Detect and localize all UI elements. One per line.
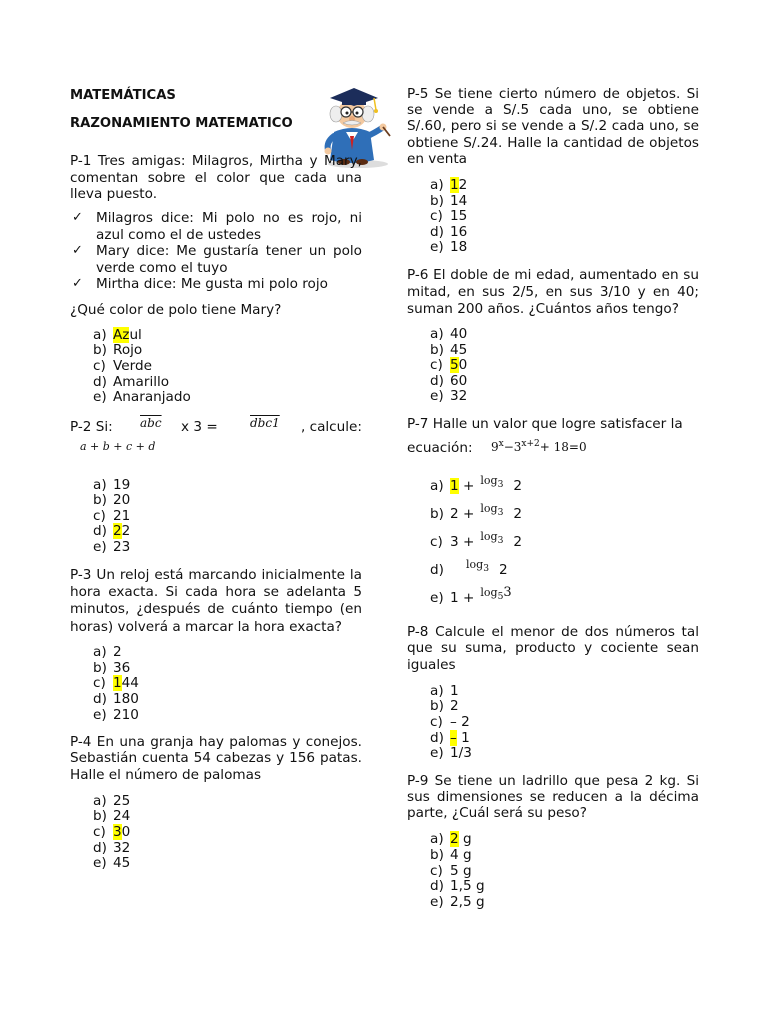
option-text: 2 — [458, 177, 468, 194]
answer-option — [93, 524, 362, 540]
option-text: 210 — [113, 706, 139, 723]
answer-option — [93, 809, 362, 825]
log-option: d) $^{log_3}$ 2 — [430, 558, 508, 579]
check-icon: ✓ — [72, 276, 83, 292]
problem-9-options — [407, 832, 699, 910]
problem-5-options — [407, 178, 699, 256]
option-label: a) — [93, 792, 107, 809]
highlighted-answer: 3 — [113, 824, 122, 841]
option-text: 45 — [113, 855, 131, 872]
problem-2-expression: a + b + c + d — [80, 439, 156, 453]
option-label: e) — [93, 539, 107, 556]
option-label: c) — [430, 208, 443, 225]
problem-2-term2: dbc1 — [250, 415, 280, 430]
option-text: 21 — [113, 507, 131, 524]
problem-5-text: P-5 Se tiene cierto número de objetos. Si se vende a S/.5 cada uno, se obtiene S/.60, pero si se vende a S/.2 cada uno, se obtiene S/.24. Halle la cantidad de objetos en venta — [407, 86, 699, 167]
option-label: c) — [430, 357, 443, 374]
problem-3-text: P-3 Un reloj está marcando inicialmente la hora exacta. Si cada hora se adelanta 5 minutos, ¿después de cuánto tiempo (en horas) volverá a marcar la hora exacta? — [70, 566, 362, 635]
answer-option — [93, 493, 362, 509]
problem-7-equation — [407, 436, 699, 458]
option-text: 1 — [450, 682, 459, 699]
option-text: 32 — [450, 388, 468, 405]
problem-4-text: P-4 En una granja hay palomas y conejos. Sebastián cuenta 54 cabezas y 156 patas. Halle el número de palomas — [70, 734, 362, 783]
option-text: 1,5 g — [450, 878, 485, 895]
left-column — [70, 86, 362, 872]
equation-formula: $9^x-3^{x+2}+ 18=0$ — [491, 439, 587, 455]
option-text: 4 g — [450, 846, 472, 863]
option-text: 36 — [113, 659, 131, 676]
problem-1-statements — [70, 210, 362, 293]
option-text: 24 — [113, 808, 131, 825]
answer-option — [430, 389, 699, 405]
log-option: b) 2 + $^{log_3}$ 2 — [430, 502, 523, 523]
option-text: 60 — [450, 372, 468, 389]
highlighted-answer: Az — [113, 326, 130, 343]
option-text: Rojo — [113, 342, 143, 359]
answer-option — [430, 240, 699, 256]
answer-option — [93, 359, 362, 375]
option-text: 0 — [121, 824, 131, 841]
check-icon: ✓ — [72, 210, 83, 226]
option-label: e) — [93, 855, 107, 872]
right-column — [407, 86, 699, 910]
highlighted-answer: 2 — [113, 523, 122, 540]
option-label: e) — [93, 389, 107, 406]
option-text: 1 — [456, 729, 470, 746]
option-text: ul — [129, 326, 142, 343]
option-text: 32 — [113, 839, 131, 856]
page-title: MATEMÁTICAS — [70, 88, 176, 103]
problem-2-options — [70, 478, 362, 556]
option-label: e) — [430, 745, 444, 762]
answer-option — [93, 540, 362, 556]
option-text: 20 — [113, 492, 131, 509]
problem-9-text: P-9 Se tiene un ladrillo que pesa 2 kg. Si sus dimensiones se reducen a la décima parte, ¿Cuál será su peso? — [407, 772, 699, 822]
option-text: 14 — [450, 192, 468, 209]
option-label: d) — [93, 839, 107, 856]
option-text: 40 — [450, 325, 468, 342]
option-label: d) — [430, 729, 444, 746]
option-text: Verde — [113, 357, 152, 374]
option-text: Amarillo — [113, 373, 170, 390]
page-subtitle: RAZONAMIENTO MATEMATICO — [70, 116, 293, 132]
highlighted-answer: – — [450, 729, 457, 746]
option-text: 5 g — [450, 862, 472, 879]
option-label: e) — [430, 893, 444, 910]
answer-option — [430, 343, 699, 359]
statement-item: ✓ Milagros dice: Mi polo no es rojo, ni azul como el de ustedes — [72, 210, 362, 243]
answer-option — [93, 661, 362, 677]
option-label: e) — [430, 239, 444, 256]
problem-3-options — [70, 645, 362, 723]
option-label: c) — [93, 507, 106, 524]
answer-option — [93, 645, 362, 661]
answer-option — [93, 375, 362, 391]
option-text: 2 — [113, 644, 122, 661]
option-label: a) — [430, 682, 444, 699]
option-text: 2 — [121, 523, 131, 540]
answer-option — [93, 794, 362, 810]
problem-6-options — [407, 327, 699, 405]
answer-option — [430, 209, 699, 225]
answer-option — [430, 731, 699, 747]
option-label: a) — [430, 325, 444, 342]
answer-option — [93, 825, 362, 841]
option-text: 0 — [458, 357, 468, 374]
option-text: 44 — [121, 675, 139, 692]
option-label: a) — [430, 831, 444, 848]
option-label: c) — [93, 824, 106, 841]
problem-2-prefix: P-2 Si: — [70, 418, 113, 435]
option-label: b) — [93, 659, 107, 676]
answer-option — [430, 895, 699, 911]
option-text: 2 — [450, 698, 459, 715]
highlighted-answer: 5 — [450, 357, 459, 374]
answer-option — [93, 856, 362, 872]
answer-option — [93, 390, 362, 406]
option-label: b) — [93, 808, 107, 825]
option-label: c) — [430, 713, 443, 730]
option-label: d) — [93, 373, 107, 390]
option-text: – 2 — [450, 713, 470, 730]
answer-option — [430, 358, 699, 374]
answer-option — [93, 343, 362, 359]
answer-option — [93, 708, 362, 724]
option-label: a) — [93, 326, 107, 343]
option-label: b) — [430, 341, 444, 358]
option-text: 2,5 g — [450, 893, 485, 910]
log-option: e) 1 + $^{log_53}$ — [430, 585, 512, 607]
check-icon: ✓ — [72, 243, 83, 259]
highlighted-answer: 1 — [450, 177, 459, 194]
option-text: 23 — [113, 539, 131, 556]
statement-item: ✓ Mary dice: Me gustaría tener un polo verde como el tuyo — [72, 243, 362, 276]
option-text: 18 — [450, 239, 468, 256]
option-label: a) — [93, 476, 107, 493]
answer-option — [430, 178, 699, 194]
answer-option — [430, 194, 699, 210]
answer-option — [93, 328, 362, 344]
option-label: c) — [430, 862, 443, 879]
option-label: b) — [430, 192, 444, 209]
answer-option — [430, 327, 699, 343]
problem-7-text: P-7 Halle un valor que logre satisfacer la — [407, 415, 683, 432]
equation-label: ecuación: — [407, 440, 473, 457]
problem-2-suffix: , calcule: — [300, 418, 362, 435]
problem-8-text: P-8 Calcule el menor de dos números tal que su suma, producto y cociente sean iguales — [407, 624, 699, 673]
option-label: b) — [430, 698, 444, 715]
problem-1-options — [70, 328, 362, 406]
option-label: b) — [430, 846, 444, 863]
answer-option — [93, 478, 362, 494]
answer-option — [430, 699, 699, 715]
answer-option — [93, 841, 362, 857]
answer-option — [93, 509, 362, 525]
answer-option — [430, 684, 699, 700]
answer-option — [93, 692, 362, 708]
option-text: 180 — [113, 691, 139, 708]
highlighted-answer: 2 — [450, 831, 459, 848]
option-label: d) — [93, 691, 107, 708]
answer-option — [430, 832, 699, 848]
option-label: a) — [93, 644, 107, 661]
option-label: b) — [93, 492, 107, 509]
option-text: Anaranjado — [113, 389, 191, 406]
answer-option — [430, 225, 699, 241]
option-label: c) — [93, 357, 106, 374]
option-text: 15 — [450, 208, 468, 225]
option-label: c) — [93, 675, 106, 692]
option-text: 19 — [113, 476, 131, 493]
problem-2-statement — [70, 415, 362, 459]
log-option: c) 3 + $^{log_3}$ 2 — [430, 530, 523, 551]
answer-option — [430, 864, 699, 880]
option-label: e) — [430, 388, 444, 405]
option-text: 16 — [450, 223, 468, 240]
answer-option — [430, 746, 699, 762]
problem-8-options — [407, 684, 699, 762]
answer-option — [430, 374, 699, 390]
problem-7-options — [407, 472, 699, 612]
problem-1-question: ¿Qué color de polo tiene Mary? — [70, 301, 282, 318]
option-text: 1/3 — [450, 745, 472, 762]
option-text: 25 — [113, 792, 131, 809]
option-label: d) — [430, 223, 444, 240]
option-text: g — [458, 831, 472, 848]
option-label: d) — [430, 372, 444, 389]
log-option: a) 1 + $^{log_3}$ 2 — [430, 474, 523, 495]
problem-1-text: P-1 Tres amigas: Milagros, Mirtha y Mary, comentan sobre el color que cada una lleva puesto. — [70, 153, 362, 202]
problem-2-term1: $\overline{abc}$ — [140, 415, 162, 430]
problem-4-options — [70, 794, 362, 872]
answer-option — [430, 848, 699, 864]
answer-option — [93, 676, 362, 692]
highlighted-answer: 1 — [113, 675, 122, 692]
option-label: d) — [430, 878, 444, 895]
option-text: 45 — [450, 341, 468, 358]
option-label: d) — [93, 523, 107, 540]
answer-option — [430, 879, 699, 895]
problem-2-times: x 3 = — [181, 418, 218, 435]
option-label: a) — [430, 177, 444, 194]
option-label: e) — [93, 706, 107, 723]
statement-item: ✓ Mirtha dice: Me gusta mi polo rojo — [72, 276, 328, 293]
option-label: b) — [93, 342, 107, 359]
answer-option — [430, 715, 699, 731]
problem-6-text: P-6 El doble de mi edad, aumentado en su mitad, en sus 2/5, en sus 3/10 y en 40; suman 200 años. ¿Cuántos años tengo? — [407, 266, 699, 317]
